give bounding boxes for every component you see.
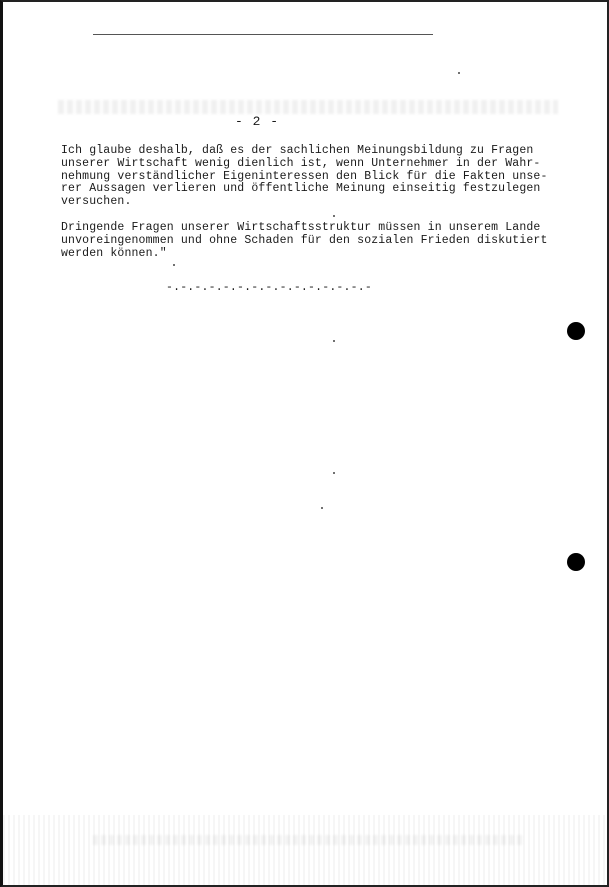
paragraph-1 xyxy=(61,145,571,209)
faint-bleedthrough-footer xyxy=(93,835,523,845)
page-number: - 2 - xyxy=(234,114,279,129)
body-text xyxy=(61,145,571,273)
text-line: versuchen. xyxy=(61,195,132,209)
scan-speck xyxy=(321,507,323,509)
faint-bleedthrough-header xyxy=(58,100,558,114)
text-line: nehmung verständlicher Eigeninteressen den Blick für die Fakten unse- xyxy=(61,169,548,183)
punch-hole-bottom xyxy=(567,553,585,571)
scan-speck xyxy=(173,264,175,266)
scan-speck xyxy=(458,72,460,74)
text-line: werden können." xyxy=(61,246,167,260)
scan-speck xyxy=(333,340,335,342)
text-line: unserer Wirtschaft wenig dienlich ist, wenn Unternehmer in der Wahr- xyxy=(61,156,541,170)
paragraph-2 xyxy=(61,222,571,260)
scan-top-rule xyxy=(93,34,433,35)
text-line: rer Aussagen verlieren und öffentliche Meinung einseitig festzulegen xyxy=(61,182,541,196)
scan-speck xyxy=(333,215,335,217)
text-line: Dringende Fragen unserer Wirtschaftsstruktur müssen in unserem Lande xyxy=(61,220,541,234)
text-line: unvoreingenommen und ohne Schaden für den sozialen Frieden diskutiert xyxy=(61,233,548,247)
end-separator: -.-.-.-.-.-.-.-.-.-.-.-.-.-.- xyxy=(166,281,372,294)
scan-speck xyxy=(333,472,335,474)
punch-hole-top xyxy=(567,322,585,340)
text-line: Ich glaube deshalb, daß es der sachlichen Meinungsbildung zu Fragen xyxy=(61,144,534,157)
